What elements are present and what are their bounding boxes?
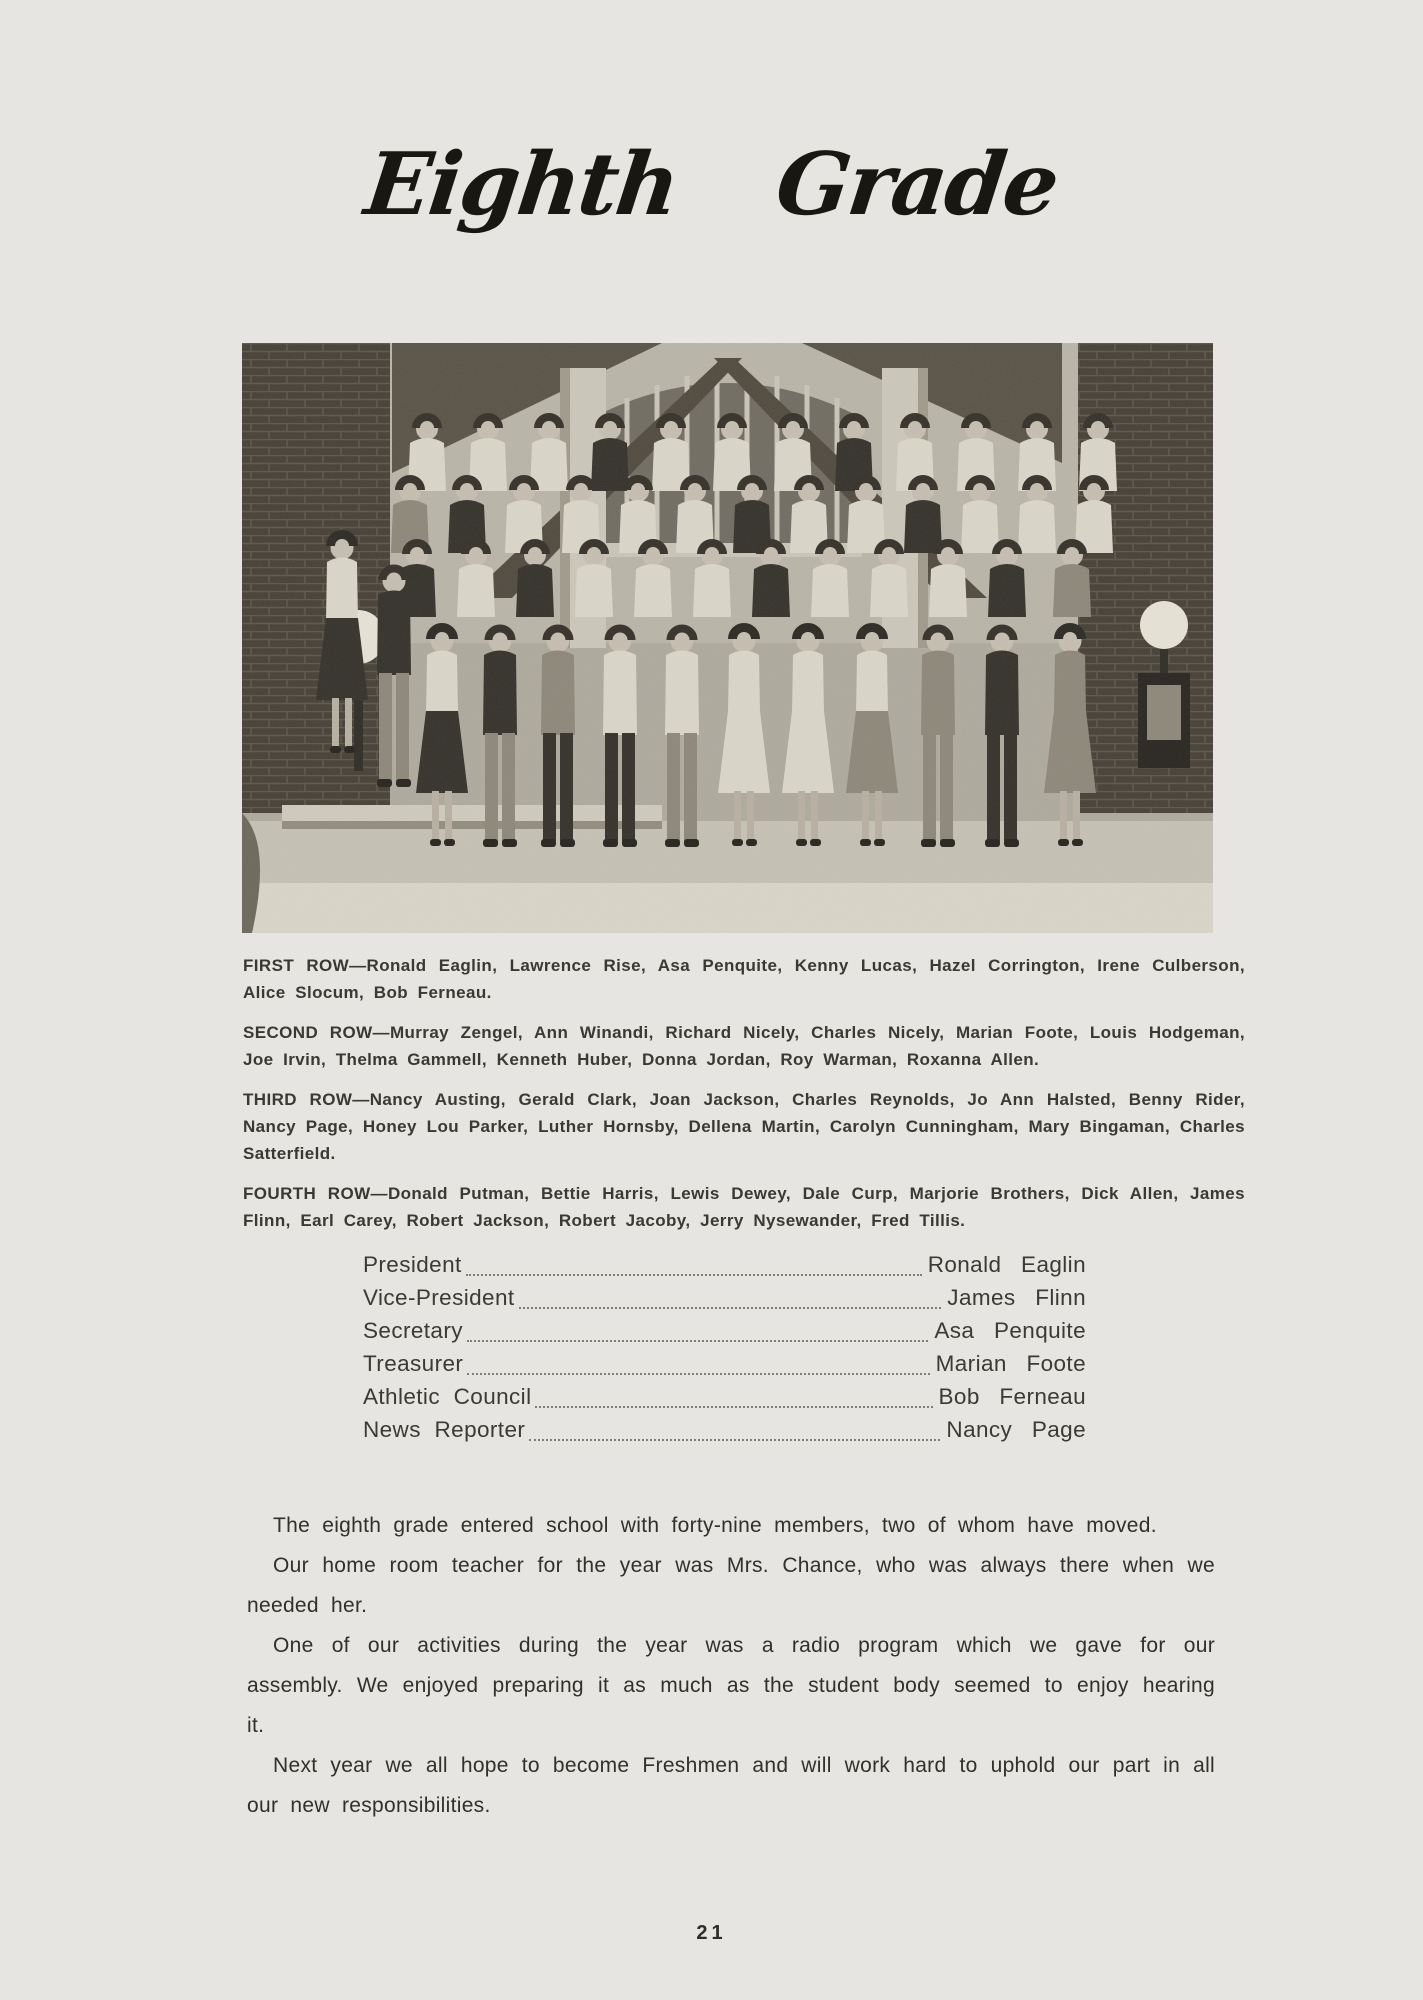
leader-dots <box>467 1373 929 1375</box>
officer-row <box>363 1384 1086 1417</box>
officer-row <box>363 1351 1086 1384</box>
caption-third-row: THIRD ROW—Nancy Austing, Gerald Clark, Joan Jackson, Charles Reynolds, Jo Ann Halsted, Benny Rider, Nancy Page, Honey Lou Parker, Luther Hornsby, Dellena Martin, Carolyn Cunningham, Mary Bingaman, Charles Satterfield. <box>243 1090 1245 1163</box>
officer-title: News Reporter <box>363 1417 526 1442</box>
paragraph: Next year we all hope to become Freshmen and will work hard to uphold our part in all our new responsibilities. <box>247 1754 1215 1817</box>
officer-name: Ronald Eaglin <box>927 1252 1086 1277</box>
officer-title: President <box>363 1252 462 1277</box>
page-title <box>0 134 1423 235</box>
page-title-text: Eighth Grade <box>360 134 1063 235</box>
officer-name: Bob Ferneau <box>938 1384 1086 1409</box>
officer-row <box>363 1252 1086 1285</box>
officer-name: Nancy Page <box>946 1417 1086 1442</box>
officer-title: Athletic Council <box>363 1384 532 1409</box>
officer-name: James Flinn <box>947 1285 1086 1310</box>
officer-row <box>363 1417 1086 1450</box>
leader-dots <box>535 1406 932 1408</box>
officer-title: Vice-President <box>363 1285 515 1310</box>
officer-title: Treasurer <box>363 1351 464 1376</box>
page-number: 21 <box>696 1922 727 1944</box>
leader-dots <box>529 1439 940 1441</box>
caption-second-row: SECOND ROW—Murray Zengel, Ann Winandi, Richard Nicely, Charles Nicely, Marian Foote, Louis Hodgeman, Joe Irvin, Thelma Gammell, Kenneth Huber, Donna Jordan, Roy Warman, Roxanna Allen. <box>243 1023 1245 1069</box>
officer-row <box>363 1318 1086 1351</box>
class-history-text <box>247 1506 1215 1826</box>
class-photo <box>242 343 1213 933</box>
paragraph: One of our activities during the year was a radio program which we gave for our assembly. We enjoyed preparing it as much as the student body seemed to enjoy hearing it. <box>247 1634 1215 1737</box>
paragraph: The eighth grade entered school with forty-nine members, two of whom have moved. <box>273 1514 1157 1537</box>
officer-row <box>363 1285 1086 1318</box>
officer-name: Marian Foote <box>935 1351 1086 1376</box>
leader-dots <box>519 1307 942 1309</box>
leader-dots <box>467 1340 928 1342</box>
officer-name: Asa Penquite <box>934 1318 1086 1343</box>
paragraph: Our home room teacher for the year was Mrs. Chance, who was always there when we needed her. <box>247 1554 1215 1617</box>
class-officers-list <box>363 1252 1086 1450</box>
leader-dots <box>466 1274 922 1276</box>
class-photo-illustration <box>242 343 1213 933</box>
caption-first-row: FIRST ROW—Ronald Eaglin, Lawrence Rise, Asa Penquite, Kenny Lucas, Hazel Corrington, Irene Culberson, Alice Slocum, Bob Ferneau. <box>243 956 1245 1002</box>
officer-title: Secretary <box>363 1318 463 1343</box>
caption-fourth-row: FOURTH ROW—Donald Putman, Bettie Harris, Lewis Dewey, Dale Curp, Marjorie Brothers, Dick Allen, James Flinn, Earl Carey, Robert Jackson, Robert Jacoby, Jerry Nysewander, Fred Tillis. <box>243 1184 1245 1230</box>
photo-captions <box>243 952 1245 1247</box>
